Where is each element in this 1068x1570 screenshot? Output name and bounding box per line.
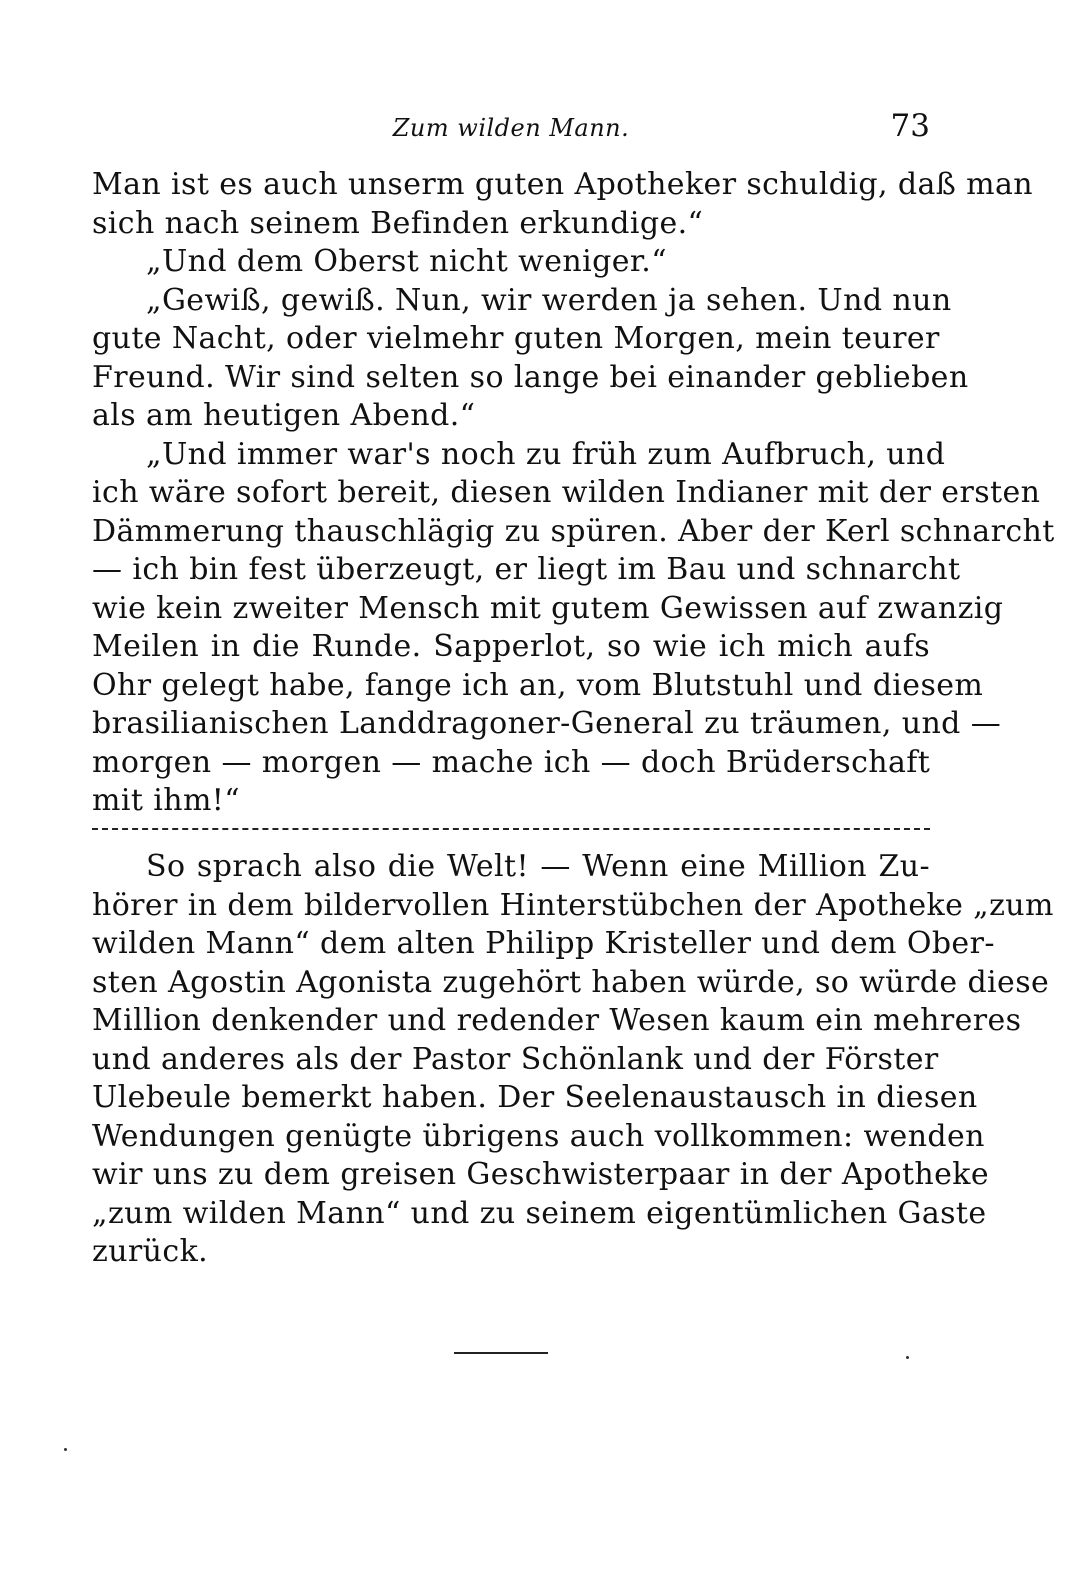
text-line: morgen — morgen — mache ich — doch Brüderschaft [92,744,931,780]
text-line: hörer in dem bildervollen Hinterstübchen der Apotheke „zum [92,887,1054,923]
text-line: mit ihm!“ [92,783,240,818]
narration-section [92,848,1054,1272]
page-number: 73 [890,108,930,144]
text-line: wie kein zweiter Mensch mit gutem Gewissen auf zwanzig [92,590,1004,626]
page-header [92,108,930,148]
text-line: wilden Mann“ dem alten Philipp Kristeller und dem Ober- [92,926,995,961]
print-speck [64,1448,67,1451]
text-line: Meilen in die Runde. Sapperlot, so wie ich mich aufs [92,629,930,664]
text-line: brasilianischen Landdragoner-General zu träumen, und — [92,706,1002,741]
text-line: So sprach also die Welt! — Wenn eine Million Zu- [146,849,930,884]
text-line: „Und dem Oberst nicht weniger.“ [146,244,667,279]
text-line: Ohr gelegt habe, fange ich an, vom Blutstuhl und diesem [92,667,984,703]
text-line: „Gewiß, gewiß. Nun, wir werden ja sehen. Und nun [146,282,952,318]
text-line: Million denkender und redender Wesen kaum ein mehreres [92,1003,1022,1038]
text-line: sten Agostin Agonista zugehört haben würde, so würde diese [92,964,1050,1000]
print-speck [906,1356,909,1359]
running-title: Zum wilden Mann. [392,114,630,142]
text-line: zurück. [92,1234,209,1269]
text-line: gute Nacht, oder vielmehr guten Morgen, mein teurer [92,321,940,356]
text-line: wir uns zu dem greisen Geschwisterpaar in der Apotheke [92,1157,990,1192]
text-line: Man ist es auch unserm guten Apotheker schuldig, daß man [92,167,1034,202]
text-line: „zum wilden Mann“ und zu seinem eigentümlichen Gaste [92,1195,987,1231]
section-divider [92,828,930,830]
text-line: Dämmerung thauschlägig zu spüren. Aber der Kerl schnarcht [92,513,1055,549]
text-line: Ulebeule bemerkt haben. Der Seelenaustausch in diesen [92,1080,978,1115]
text-line: — ich bin fest überzeugt, er liegt im Bau und schnarcht [92,552,961,587]
text-line: „Und immer war's noch zu früh zum Aufbruch, und [146,436,946,472]
text-line: ich wäre sofort bereit, diesen wilden Indianer mit der ersten [92,475,1041,510]
text-line: Freund. Wir sind selten so lange bei einander geblieben [92,359,969,395]
dialogue-section [92,166,1055,821]
text-line: und anderes als der Pastor Schönlank und der Förster [92,1041,939,1077]
text-line: Wendungen genügte übrigens auch vollkommen: wenden [92,1118,985,1154]
chapter-end-rule [454,1352,548,1354]
text-line: als am heutigen Abend.“ [92,398,476,433]
text-line: sich nach seinem Befinden erkundige.“ [92,205,704,241]
